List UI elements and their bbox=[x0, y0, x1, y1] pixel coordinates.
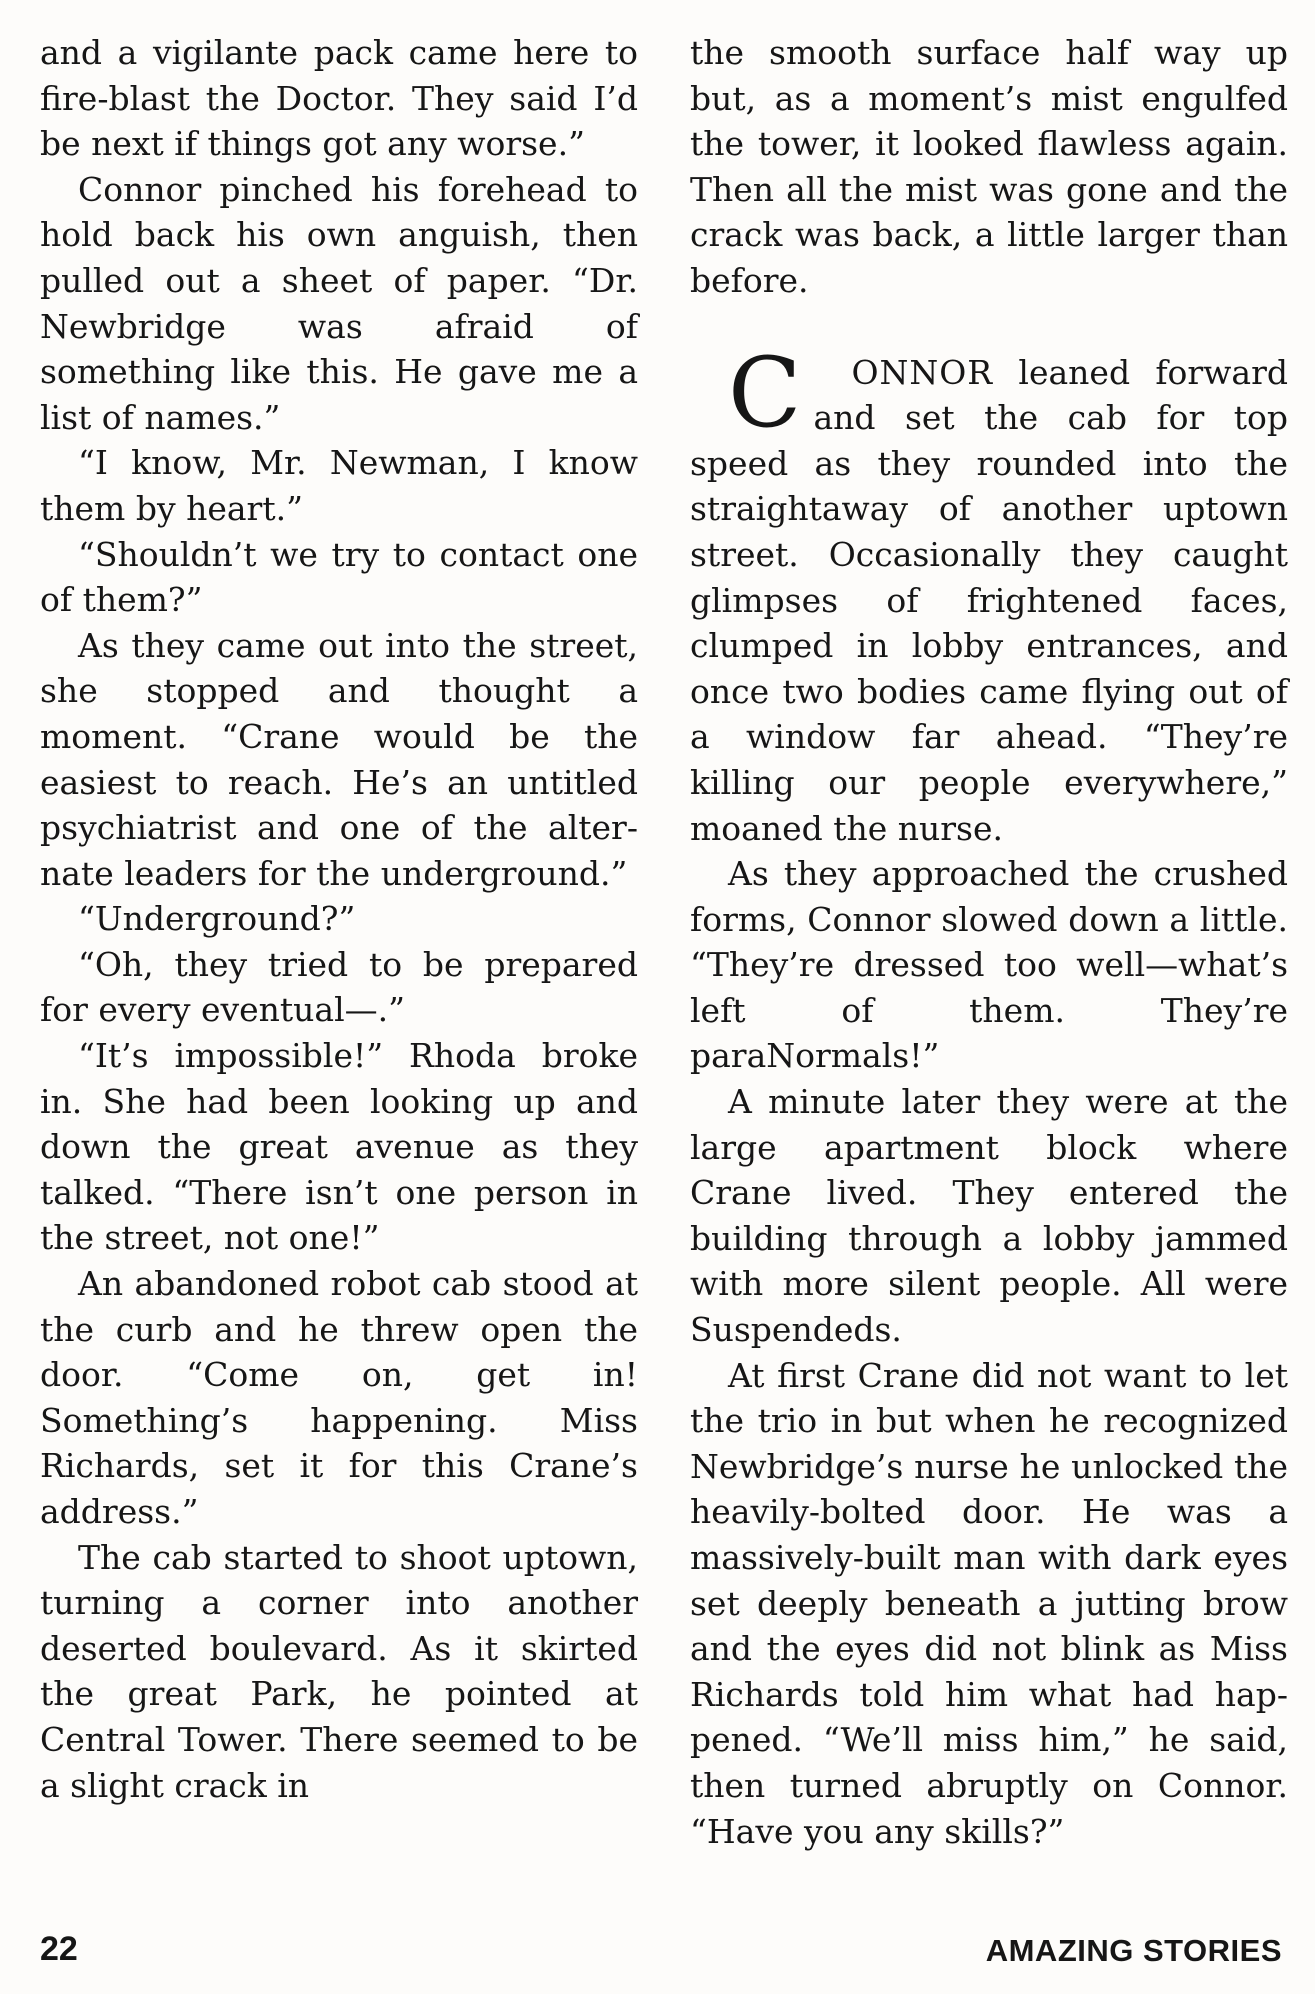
right-column bbox=[690, 30, 1288, 1854]
paragraph: “Underground?” bbox=[78, 899, 356, 939]
lead-caps: ONNOR bbox=[851, 352, 994, 392]
paragraph: As they came out into the street, she stopped and thought a moment. “Crane would be the easiest to reach. He’s an untitled psychiatrist and one of the alternate leaders for the underground.” bbox=[40, 625, 638, 893]
section-first-paragraph bbox=[690, 336, 1288, 852]
page-number: 22 bbox=[40, 1930, 78, 1968]
continuation-paragraph: the smooth surface half way up but, as a moment’s mist engulfed the tower, it looked flawless again. Then all the mist was gone and the crack was back, a little larger than before. bbox=[690, 33, 1288, 300]
drop-cap: C bbox=[728, 336, 802, 449]
paragraph: “It’s impossible!” Rhoda broke in. She had been looking up and down the great avenue as they talked. “There isn’t one person in the street, not one!” bbox=[40, 1036, 638, 1258]
paragraph: “Shouldn’t we try to contact one of them?” bbox=[40, 534, 638, 620]
paragraph: Connor pinched his forehead to hold back his own anguish, then pulled out a sheet of paper. “Dr. Newbridge was afraid of something like this. He gave me a list of names.” bbox=[40, 169, 638, 437]
magazine-title: AMAZING STORIES bbox=[985, 1933, 1282, 1968]
paragraph: and a vigilante pack came here to fire-blast the Doctor. They said I’d be next if things got any worse.” bbox=[40, 33, 638, 164]
paragraph: At first Crane did not want to let the trio in but when he recognized Newbridge’s nurse he unlocked the heavily-bolted door. He was a massively-built man with dark eyes set deeply beneath a jutting brow and the eyes did not blink as Miss Richards told him what had happened. “We’ll miss him,” he said, then turned abruptly on Connor. “Have you any skills?” bbox=[690, 1355, 1288, 1851]
paragraph: A minute later they were at the large apartment block where Crane lived. They entered the building through a lobby jammed with more silent people. All were Suspendeds. bbox=[690, 1082, 1288, 1350]
page-footer bbox=[0, 1930, 1315, 1970]
paragraph: An abandoned robot cab stood at the curb and he threw open the door. “Come on, get in! Something’s happening. Miss Richards, set it for this Crane’s address.” bbox=[40, 1264, 638, 1531]
left-column bbox=[40, 30, 638, 1808]
section-first-paragraph-text: leaned forward and set the cab for top speed as they rounded into the straightaway of another uptown street. Occasionally they caught glimpses of frightened faces, clumped in lobby entrances, and once two bodies came flying out of a window far ahead. “They’re killing our people everywhere,” moaned the nurse. bbox=[690, 352, 1288, 848]
paragraph: The cab started to shoot uptown, turning a corner into another deserted boulevard. As it skirted the great Park, he pointed at Central Tower. There seemed to be a slight crack in bbox=[40, 1537, 638, 1805]
paragraph: “Oh, they tried to be prepared for every eventual—.” bbox=[40, 944, 638, 1030]
paragraph: “I know, Mr. Newman, I know them by heart.” bbox=[40, 443, 638, 528]
paragraph: As they approached the crushed forms, Connor slowed down a little. “They’re dressed too well—what’s left of them. They’re paraNormals!” bbox=[690, 854, 1288, 1076]
